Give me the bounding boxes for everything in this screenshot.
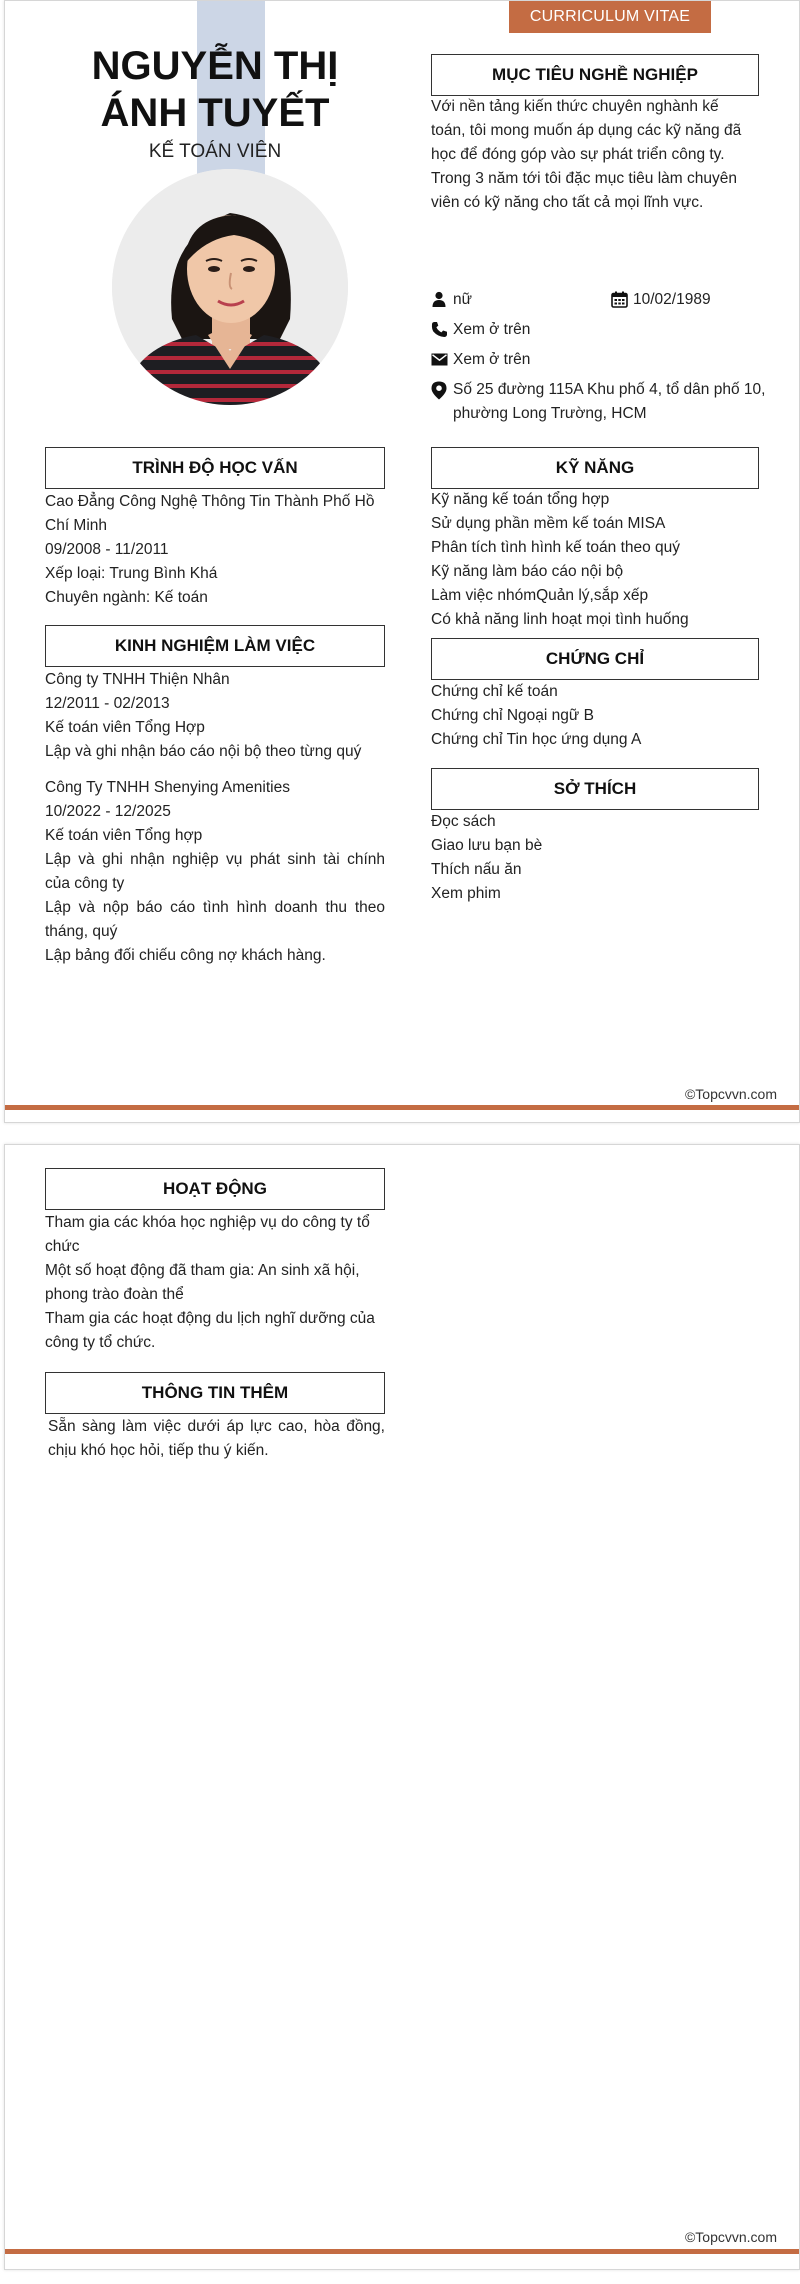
certificates-list bbox=[431, 680, 771, 752]
extra-info-text: Sẵn sàng làm việc dưới áp lực cao, hòa đồng, chịu khó học hỏi, tiếp thu ý kiến. bbox=[48, 1418, 385, 1459]
job-period: 10/2022 - 12/2025 bbox=[45, 803, 171, 820]
hobby-item: Đọc sách bbox=[431, 813, 496, 830]
address-row bbox=[431, 378, 785, 426]
phone-icon bbox=[431, 318, 453, 338]
extra-info-heading: THÔNG TIN THÊM bbox=[45, 1372, 385, 1414]
copyright-text: ©Topcvvn.com bbox=[684, 2229, 777, 2245]
certificate-item: Chứng chỉ kế toán bbox=[431, 683, 558, 700]
candidate-photo bbox=[112, 169, 348, 405]
job-role: Kế toán viên Tổng Hợp bbox=[45, 719, 205, 736]
portrait-image bbox=[112, 169, 348, 405]
hobby-item: Thích nấu ăn bbox=[431, 861, 522, 878]
objective-heading: MỤC TIÊU NGHỀ NGHIỆP bbox=[431, 54, 759, 96]
skills-list bbox=[431, 488, 771, 632]
skill-item: Phân tích tình hình kế toán theo quý bbox=[431, 539, 681, 556]
education-school: Cao Đẳng Công Nghệ Thông Tin Thành Phố Hồ Chí Minh bbox=[45, 493, 375, 534]
email-value: Xem ở trên bbox=[453, 351, 531, 368]
email-row bbox=[431, 348, 759, 372]
job-company: Công Ty TNHH Shenying Amenities bbox=[45, 779, 290, 796]
skill-item: Sử dụng phần mềm kế toán MISA bbox=[431, 515, 666, 532]
skills-heading: KỸ NĂNG bbox=[431, 447, 759, 489]
birthday-value: 10/02/1989 bbox=[633, 291, 711, 308]
job-task: Lập và nộp báo cáo tình hình doanh thu theo tháng, quý bbox=[45, 899, 385, 940]
hobby-item: Xem phim bbox=[431, 885, 501, 902]
birthday-row bbox=[611, 288, 761, 312]
certificate-item: Chứng chỉ Ngoại ngữ B bbox=[431, 707, 594, 724]
activity-item: Tham gia các hoạt động du lịch nghĩ dưỡng của công ty tổ chức. bbox=[45, 1310, 375, 1351]
candidate-job-title: KẾ TOÁN VIÊN bbox=[148, 141, 282, 162]
job-role: Kế toán viên Tổng hợp bbox=[45, 827, 203, 844]
job-task: Lập và ghi nhận báo cáo nội bộ theo từng quý bbox=[45, 743, 362, 760]
experience-job-1 bbox=[45, 668, 385, 764]
address-value: Số 25 đường 115A Khu phố 4, tổ dân phố 10, phường Long Trường, HCM bbox=[453, 381, 766, 422]
skill-item: Kỹ năng làm báo cáo nội bộ bbox=[431, 563, 624, 580]
education-rank: Xếp loại: Trung Bình Khá bbox=[45, 565, 218, 582]
user-icon bbox=[431, 288, 453, 307]
objective-text: Với nền tảng kiến thức chuyên nghành kế toán, tôi mong muốn áp dụng các kỹ năng đã học để đóng góp vào sự phát triển công ty. Trong 3 năm tới tôi đặc mục tiêu làm chuyên viên có kỹ năng cho tất cả mọi lĩnh vực. bbox=[431, 98, 742, 211]
cv-page-2 bbox=[4, 1144, 800, 2270]
candidate-name: NGUYỄN THỊ ÁNH TUYẾT bbox=[91, 44, 339, 135]
hobby-item: Giao lưu bạn bè bbox=[431, 837, 543, 854]
hobbies-list bbox=[431, 810, 771, 906]
education-period: 09/2008 - 11/2011 bbox=[45, 541, 169, 558]
experience-heading: KINH NGHIỆM LÀM VIỆC bbox=[45, 625, 385, 667]
calendar-icon bbox=[611, 288, 633, 308]
map-pin-icon bbox=[431, 378, 453, 400]
activities-list bbox=[45, 1211, 385, 1355]
activity-item: Một số hoạt động đã tham gia: An sinh xã hội, phong trào đoàn thể bbox=[45, 1262, 360, 1303]
certificates-heading: CHỨNG CHỈ bbox=[431, 638, 759, 680]
phone-row bbox=[431, 318, 759, 342]
education-details bbox=[45, 490, 385, 610]
activities-heading: HOẠT ĐỘNG bbox=[45, 1168, 385, 1210]
cv-tag: CURRICULUM VITAE bbox=[509, 1, 711, 33]
experience-job-2 bbox=[45, 776, 385, 968]
skill-item: Có khả năng linh hoạt mọi tình huống bbox=[431, 611, 689, 628]
job-company: Công ty TNHH Thiện Nhân bbox=[45, 671, 230, 688]
education-heading: TRÌNH ĐỘ HỌC VẤN bbox=[45, 447, 385, 489]
job-period: 12/2011 - 02/2013 bbox=[45, 695, 170, 712]
copyright-text: ©Topcvvn.com bbox=[684, 1086, 777, 1102]
education-major: Chuyên ngành: Kế toán bbox=[45, 589, 208, 606]
skill-item: Làm việc nhómQuản lý,sắp xếp bbox=[431, 587, 649, 604]
job-task: Lập và ghi nhận nghiệp vụ phát sinh tài chính của công ty bbox=[45, 851, 385, 892]
hobbies-heading: SỞ THÍCH bbox=[431, 768, 759, 810]
gender-value: nữ bbox=[453, 291, 472, 308]
envelope-icon bbox=[431, 348, 453, 367]
phone-value: Xem ở trên bbox=[453, 321, 531, 338]
footer-accent-bar bbox=[5, 2249, 799, 2254]
footer-accent-bar bbox=[5, 1105, 799, 1110]
skill-item: Kỹ năng kế toán tổng hợp bbox=[431, 491, 610, 508]
certificate-item: Chứng chỉ Tin học ứng dụng A bbox=[431, 731, 642, 748]
gender-row bbox=[431, 288, 611, 312]
cv-page-1 bbox=[4, 0, 800, 1123]
activity-item: Tham gia các khóa học nghiệp vụ do công ty tổ chức bbox=[45, 1214, 370, 1255]
job-task: Lập bảng đối chiếu công nợ khách hàng. bbox=[45, 947, 326, 964]
